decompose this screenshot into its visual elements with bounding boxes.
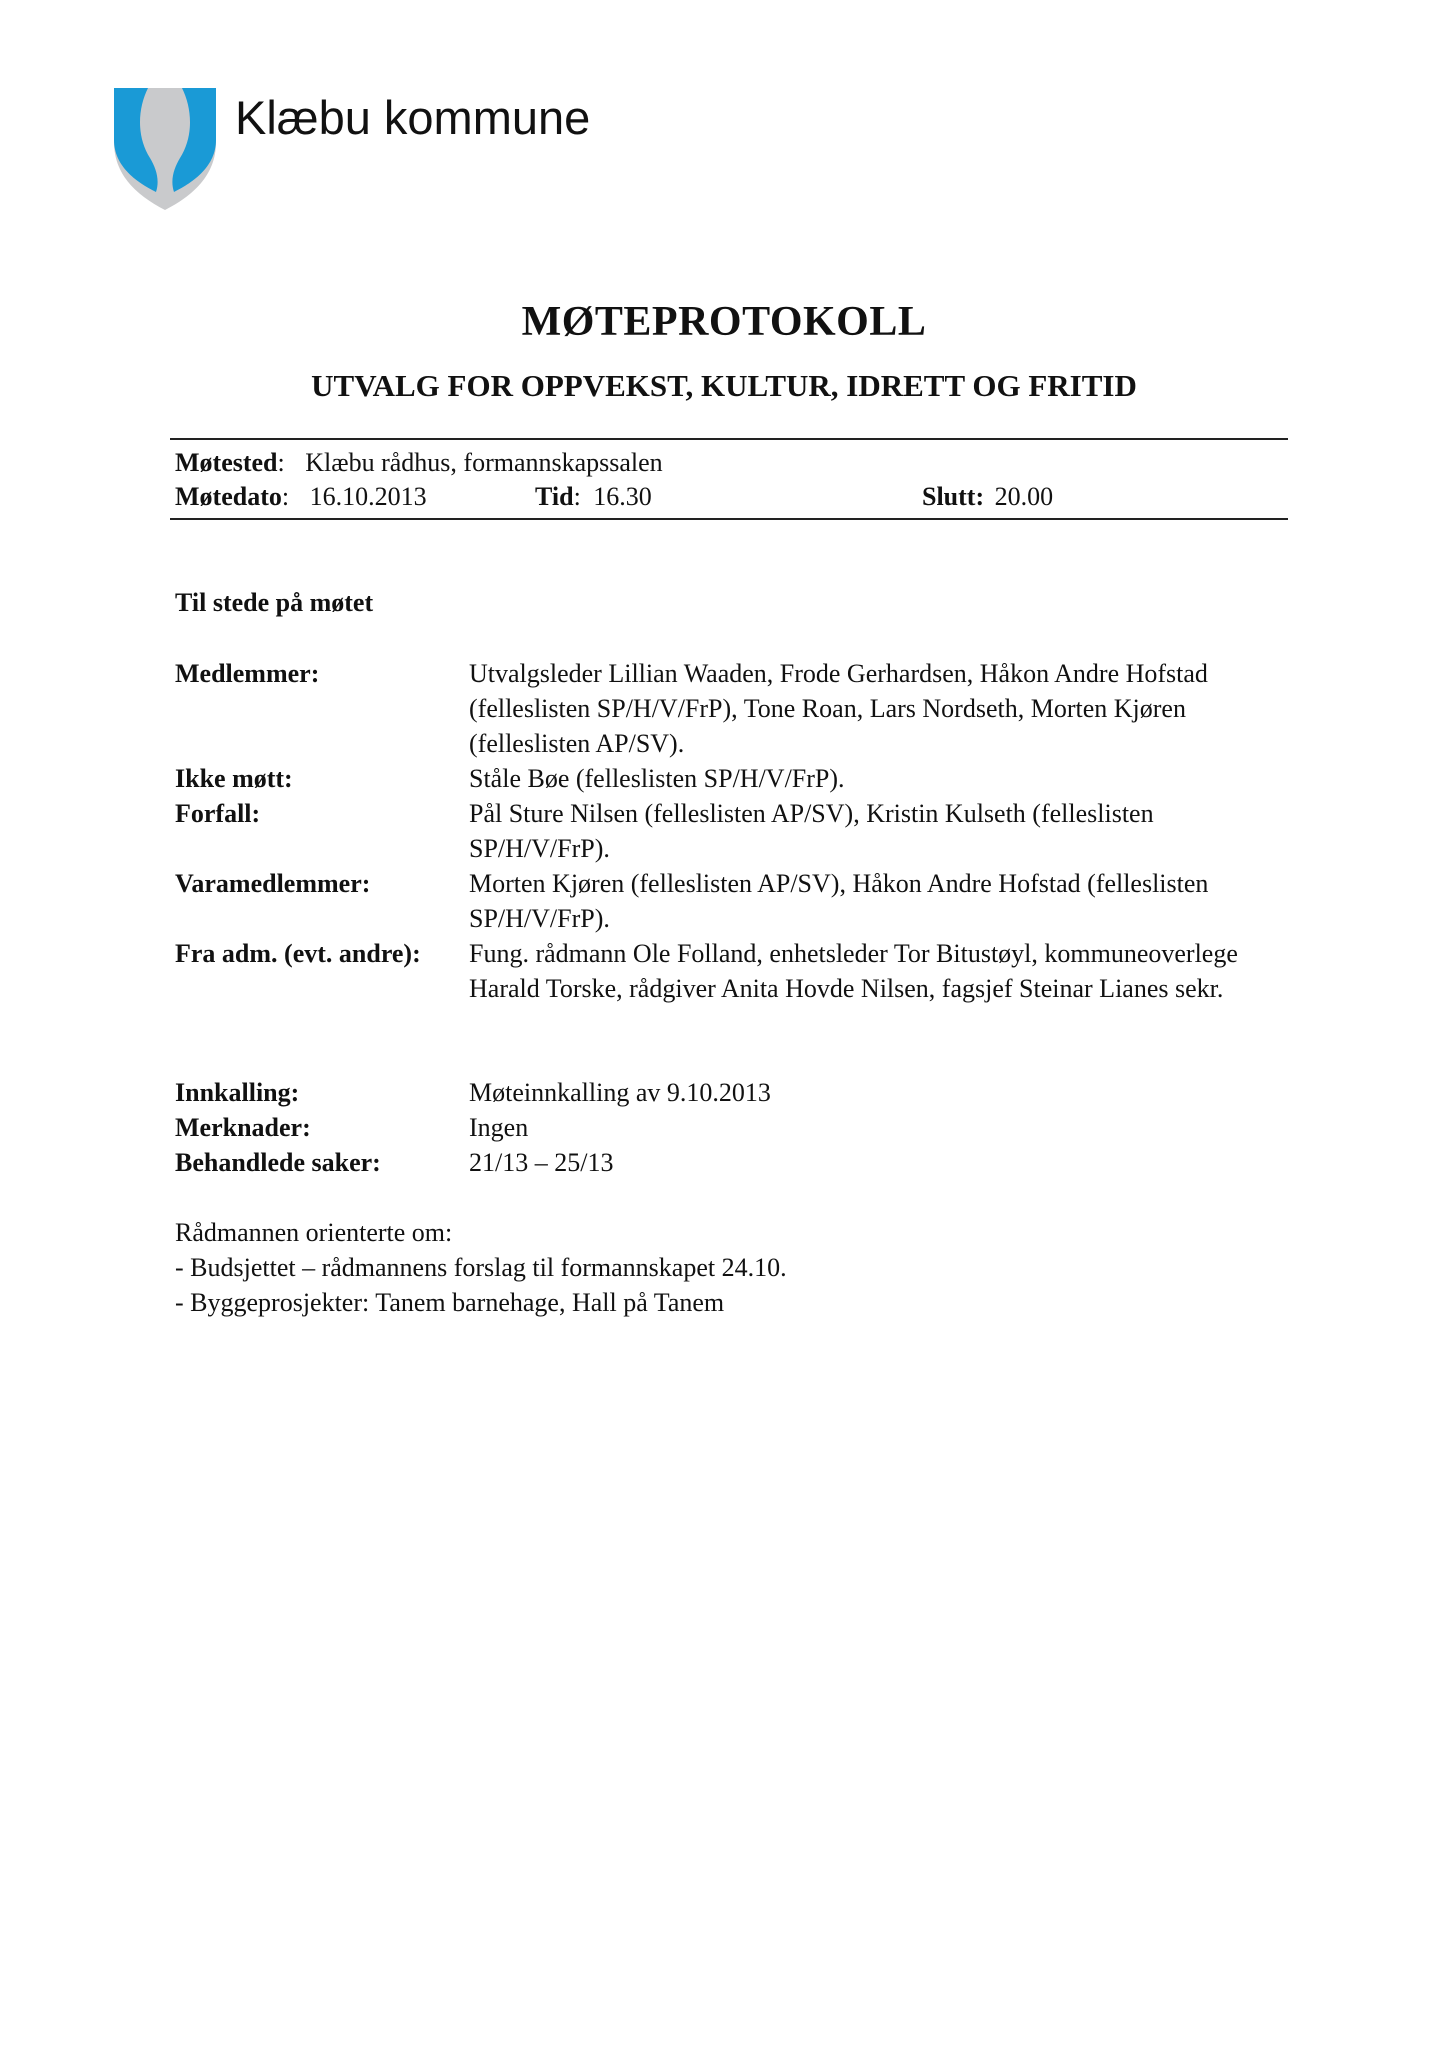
- briefing-item: - Byggeprosjekter: Tanem barnehage, Hall på Tanem: [175, 1288, 725, 1317]
- summons-label: Innkalling:: [175, 1078, 300, 1107]
- summons-value: Møteinnkalling av 9.10.2013: [469, 1078, 771, 1107]
- meeting-time-label: Tid: [535, 482, 574, 511]
- municipality-name: Klæbu kommune: [235, 91, 591, 144]
- attendance-value: Pål Sture Nilsen (felleslisten AP/SV), Kristin Kulseth (felleslisten SP/H/V/FrP).: [469, 799, 1154, 863]
- meeting-end-value: 20.00: [994, 482, 1054, 511]
- meeting-place-value: Klæbu rådhus, formannskapssalen: [305, 448, 663, 477]
- document-subtitle: UTVALG FOR OPPVEKST, KULTUR, IDRETT OG FRITID: [311, 368, 1137, 403]
- meeting-date-line: [175, 480, 1288, 514]
- meeting-end-label: Slutt:: [922, 482, 985, 511]
- colon: :: [281, 482, 290, 511]
- meeting-info-box: [170, 438, 1288, 520]
- summons-row: [175, 1075, 1285, 1110]
- attendance-label: Medlemmer:: [175, 659, 320, 688]
- summons-label: Behandlede saker:: [175, 1148, 381, 1177]
- attendance-label: Varamedlemmer:: [175, 869, 371, 898]
- briefing-intro: Rådmannen orienterte om:: [175, 1218, 453, 1247]
- attendance-row: [175, 761, 1285, 796]
- attendance-row: [175, 656, 1285, 761]
- document-title: MØTEPROTOKOLL: [521, 299, 927, 345]
- attendance-label: Ikke møtt:: [175, 764, 293, 793]
- meeting-time: [535, 480, 652, 514]
- colon: :: [573, 482, 581, 511]
- attendance-heading: Til stede på møtet: [175, 588, 374, 617]
- meeting-date-value: 16.10.2013: [309, 482, 427, 511]
- meeting-time-value: 16.30: [593, 482, 652, 511]
- summons-row: [175, 1145, 1285, 1180]
- attendance-value: Morten Kjøren (felleslisten AP/SV), Håkon Andre Hofstad (felleslisten SP/H/V/FrP).: [469, 869, 1209, 933]
- municipal-crest-icon: [110, 84, 220, 212]
- attendance-value: Ståle Bøe (felleslisten SP/H/V/FrP).: [469, 764, 845, 793]
- summons-value: 21/13 – 25/13: [469, 1148, 614, 1177]
- summons-row: [175, 1110, 1285, 1145]
- meeting-date: [175, 480, 427, 514]
- attendance-row: [175, 796, 1285, 866]
- attendance-value: Utvalgsleder Lillian Waaden, Frode Gerhardsen, Håkon Andre Hofstad (felleslisten SP/H/V/FrP), Tone Roan, Lars Nordseth, Morten Kjøren (felleslisten AP/SV).: [469, 659, 1208, 758]
- attendance-label: Forfall:: [175, 799, 261, 828]
- meeting-end: [922, 480, 1053, 514]
- colon: :: [277, 448, 285, 477]
- attendance-row: [175, 936, 1285, 1006]
- meeting-place-label: Møtested: [175, 448, 278, 477]
- summons-list: [175, 1075, 1285, 1180]
- meeting-place-line: [175, 446, 1288, 480]
- summons-value: Ingen: [469, 1113, 529, 1142]
- summons-label: Merknader:: [175, 1113, 311, 1142]
- meeting-date-label: Møtedato: [175, 482, 282, 511]
- attendance-row: [175, 866, 1285, 936]
- attendance-label: Fra adm. (evt. andre):: [175, 939, 421, 968]
- attendance-value: Fung. rådmann Ole Folland, enhetsleder Tor Bitustøyl, kommuneoverlege Harald Torske, rådgiver Anita Hovde Nilsen, fagsjef Steinar Lianes sekr.: [469, 939, 1238, 1003]
- attendance-list: [175, 656, 1285, 1006]
- briefing-item: - Budsjettet – rådmannens forslag til formannskapet 24.10.: [175, 1253, 787, 1282]
- briefing-section: [175, 1215, 1285, 1320]
